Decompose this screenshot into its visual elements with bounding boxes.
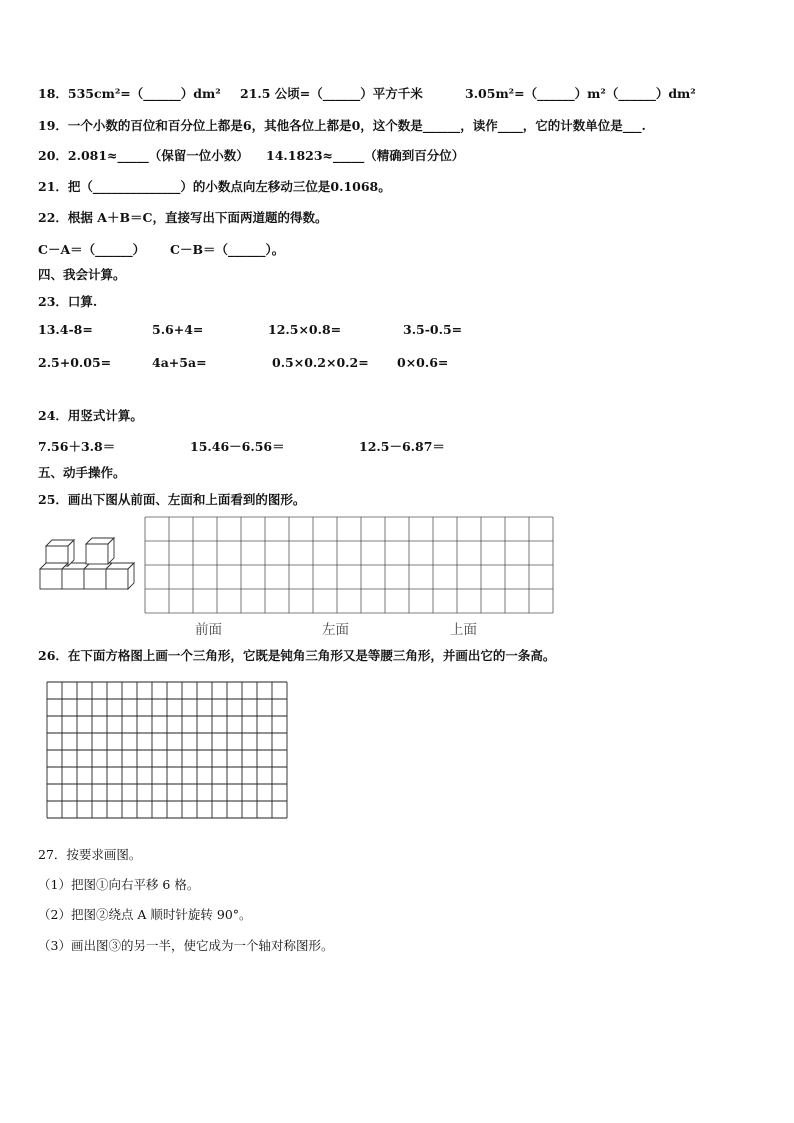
calc-item: 0.5×0.2×0.2= <box>272 355 369 370</box>
front-view-label: 前面 <box>195 622 222 638</box>
q27-item-1: （1）把图①向右平移 6 格。 <box>38 877 200 892</box>
vertical-calc-item: 7.56＋3.8＝ <box>38 439 116 454</box>
top-view-label: 上面 <box>450 622 477 638</box>
section-4-heading: 四、我会计算。 <box>38 267 126 282</box>
q22-part-b: C－B＝（______）。 <box>170 242 285 257</box>
q18-part-a: 18．535cm²=（______）dm² <box>38 86 221 101</box>
q20-part-b: 14.1823≈_____（精确到百分位） <box>266 148 465 163</box>
left-view-label: 左面 <box>322 622 349 638</box>
cube-stack-figure <box>36 532 136 592</box>
calc-item: 2.5+0.05= <box>38 355 112 370</box>
question-22-stem: 22．根据 A＋B＝C，直接写出下面两道题的得数。 <box>38 210 328 225</box>
vertical-calc-item: 15.46－6.56＝ <box>190 439 285 454</box>
triangle-drawing-grid[interactable] <box>46 681 288 821</box>
question-19: 19．一个小数的百位和百分位上都是6，其他各位上都是0，这个数是______，读作____，它的计数单位是___. <box>38 118 646 133</box>
q22-part-a: C－A＝（______） <box>38 242 146 257</box>
calc-item: 13.4-8= <box>38 322 93 337</box>
calc-item: 3.5-0.5= <box>403 322 463 337</box>
question-26: 26．在下面方格图上画一个三角形，它既是钝角三角形又是等腰三角形，并画出它的一条高。 <box>38 648 556 663</box>
question-21: 21．把（______________）的小数点向左移动三位是0.1068。 <box>38 179 391 194</box>
section-5-heading: 五、动手操作。 <box>38 465 126 480</box>
calc-item: 5.6+4= <box>152 322 204 337</box>
q27-item-3: （3）画出图③的另一半，使它成为一个轴对称图形。 <box>38 938 334 953</box>
question-27-title: 27．按要求画图。 <box>38 847 142 862</box>
question-25-title: 25．画出下图从前面、左面和上面看到的图形。 <box>38 492 306 507</box>
vertical-calc-item: 12.5－6.87＝ <box>359 439 445 454</box>
q18-part-c: 3.05m²=（______）m²（______）dm² <box>465 86 696 101</box>
calc-item: 0×0.6= <box>397 355 449 370</box>
calc-item: 12.5×0.8= <box>268 322 342 337</box>
calc-item: 4a+5a= <box>152 355 207 370</box>
q27-item-2: （2）把图②绕点 A 顺时针旋转 90°。 <box>38 907 252 922</box>
q18-part-b: 21.5 公顷=（______）平方千米 <box>240 86 423 101</box>
question-24-title: 24．用竖式计算。 <box>38 408 143 423</box>
q20-part-a: 20．2.081≈_____（保留一位小数） <box>38 148 249 163</box>
question-23-title: 23．口算. <box>38 294 98 309</box>
view-drawing-grid[interactable] <box>144 516 556 616</box>
